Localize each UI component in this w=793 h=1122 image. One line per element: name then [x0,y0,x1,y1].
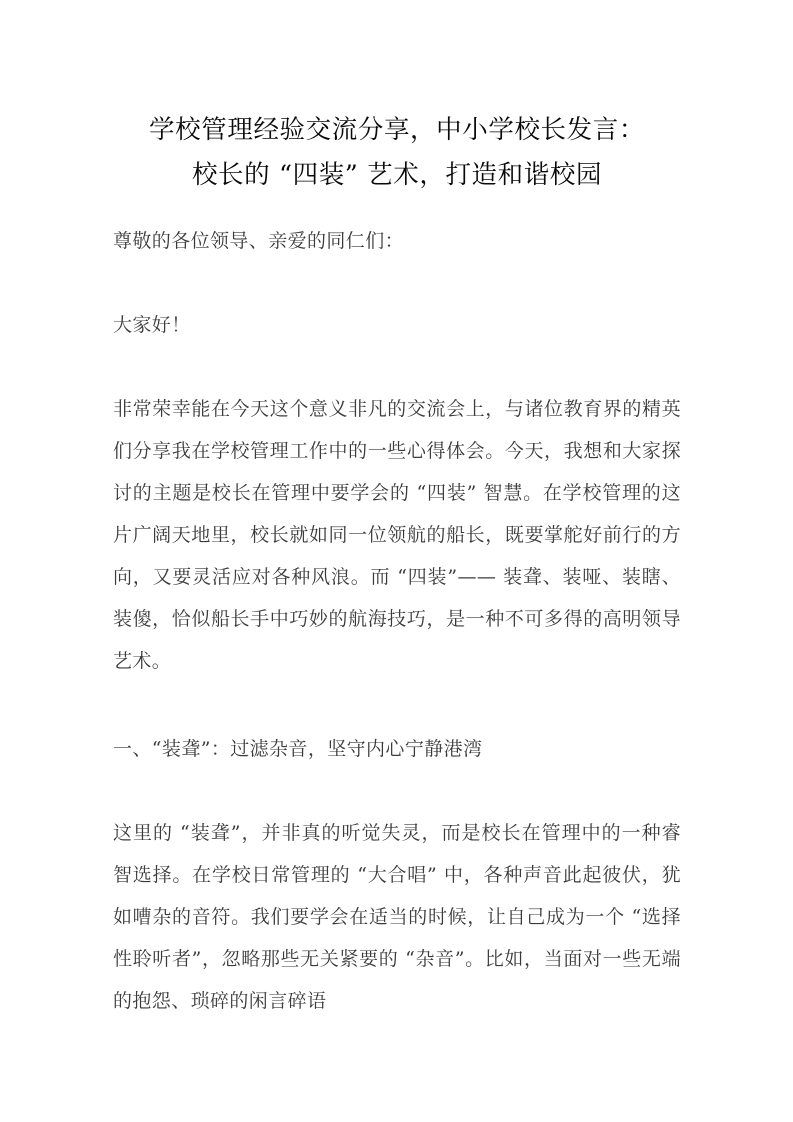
salutation-text: 尊敬的各位领导、亲爱的同仁们： [113,230,405,252]
spacer [113,262,681,304]
section-one-heading: 一、“装聋”：过滤杂音，坚守内心宁静港湾 [113,738,483,760]
spacer [113,770,681,812]
page-title-line-1: 学校管理经验交流分享，中小学校长发言： [149,115,645,145]
greeting-text: 大家好！ [113,314,191,336]
intro-paragraph: 非常荣幸能在今天这个意义非凡的交流会上，与诸位教育界的精英们分享我在学校管理工作中的一些心得体会。今天，我想和大家探讨的主题是校长在管理中要学会的 “四装” 智慧。在学校管理的这片广阔天地里，校长就如同一位领航的船长，既要掌舵好前行的方向，又要灵活应对各种风浪。而 “四装”—— 装聋、装哑、装瞎、装傻，恰似船长手中巧妙的航海技巧，是一种不可多得的高明领导艺术。 [113,398,681,672]
page-title-line-2: 校长的 “四装” 艺术，打造和谐校园 [191,160,603,190]
section-one-paragraph: 这里的 “装聋”，并非真的听觉失灵，而是校长在管理中的一种睿智选择。在学校日常管理的 “大合唱” 中，各种声音此起彼伏，犹如嘈杂的音符。我们要学会在适当的时候，让自己成为一个 “选择性聆听者”，忽略那些无关紧要的 “杂音”。比如，当面对一些无端的抱怨、琐碎的闲言碎语 [113,822,681,1012]
document-body [113,108,681,1022]
spacer [113,682,681,728]
spacer [113,346,681,388]
page-title [113,108,681,198]
